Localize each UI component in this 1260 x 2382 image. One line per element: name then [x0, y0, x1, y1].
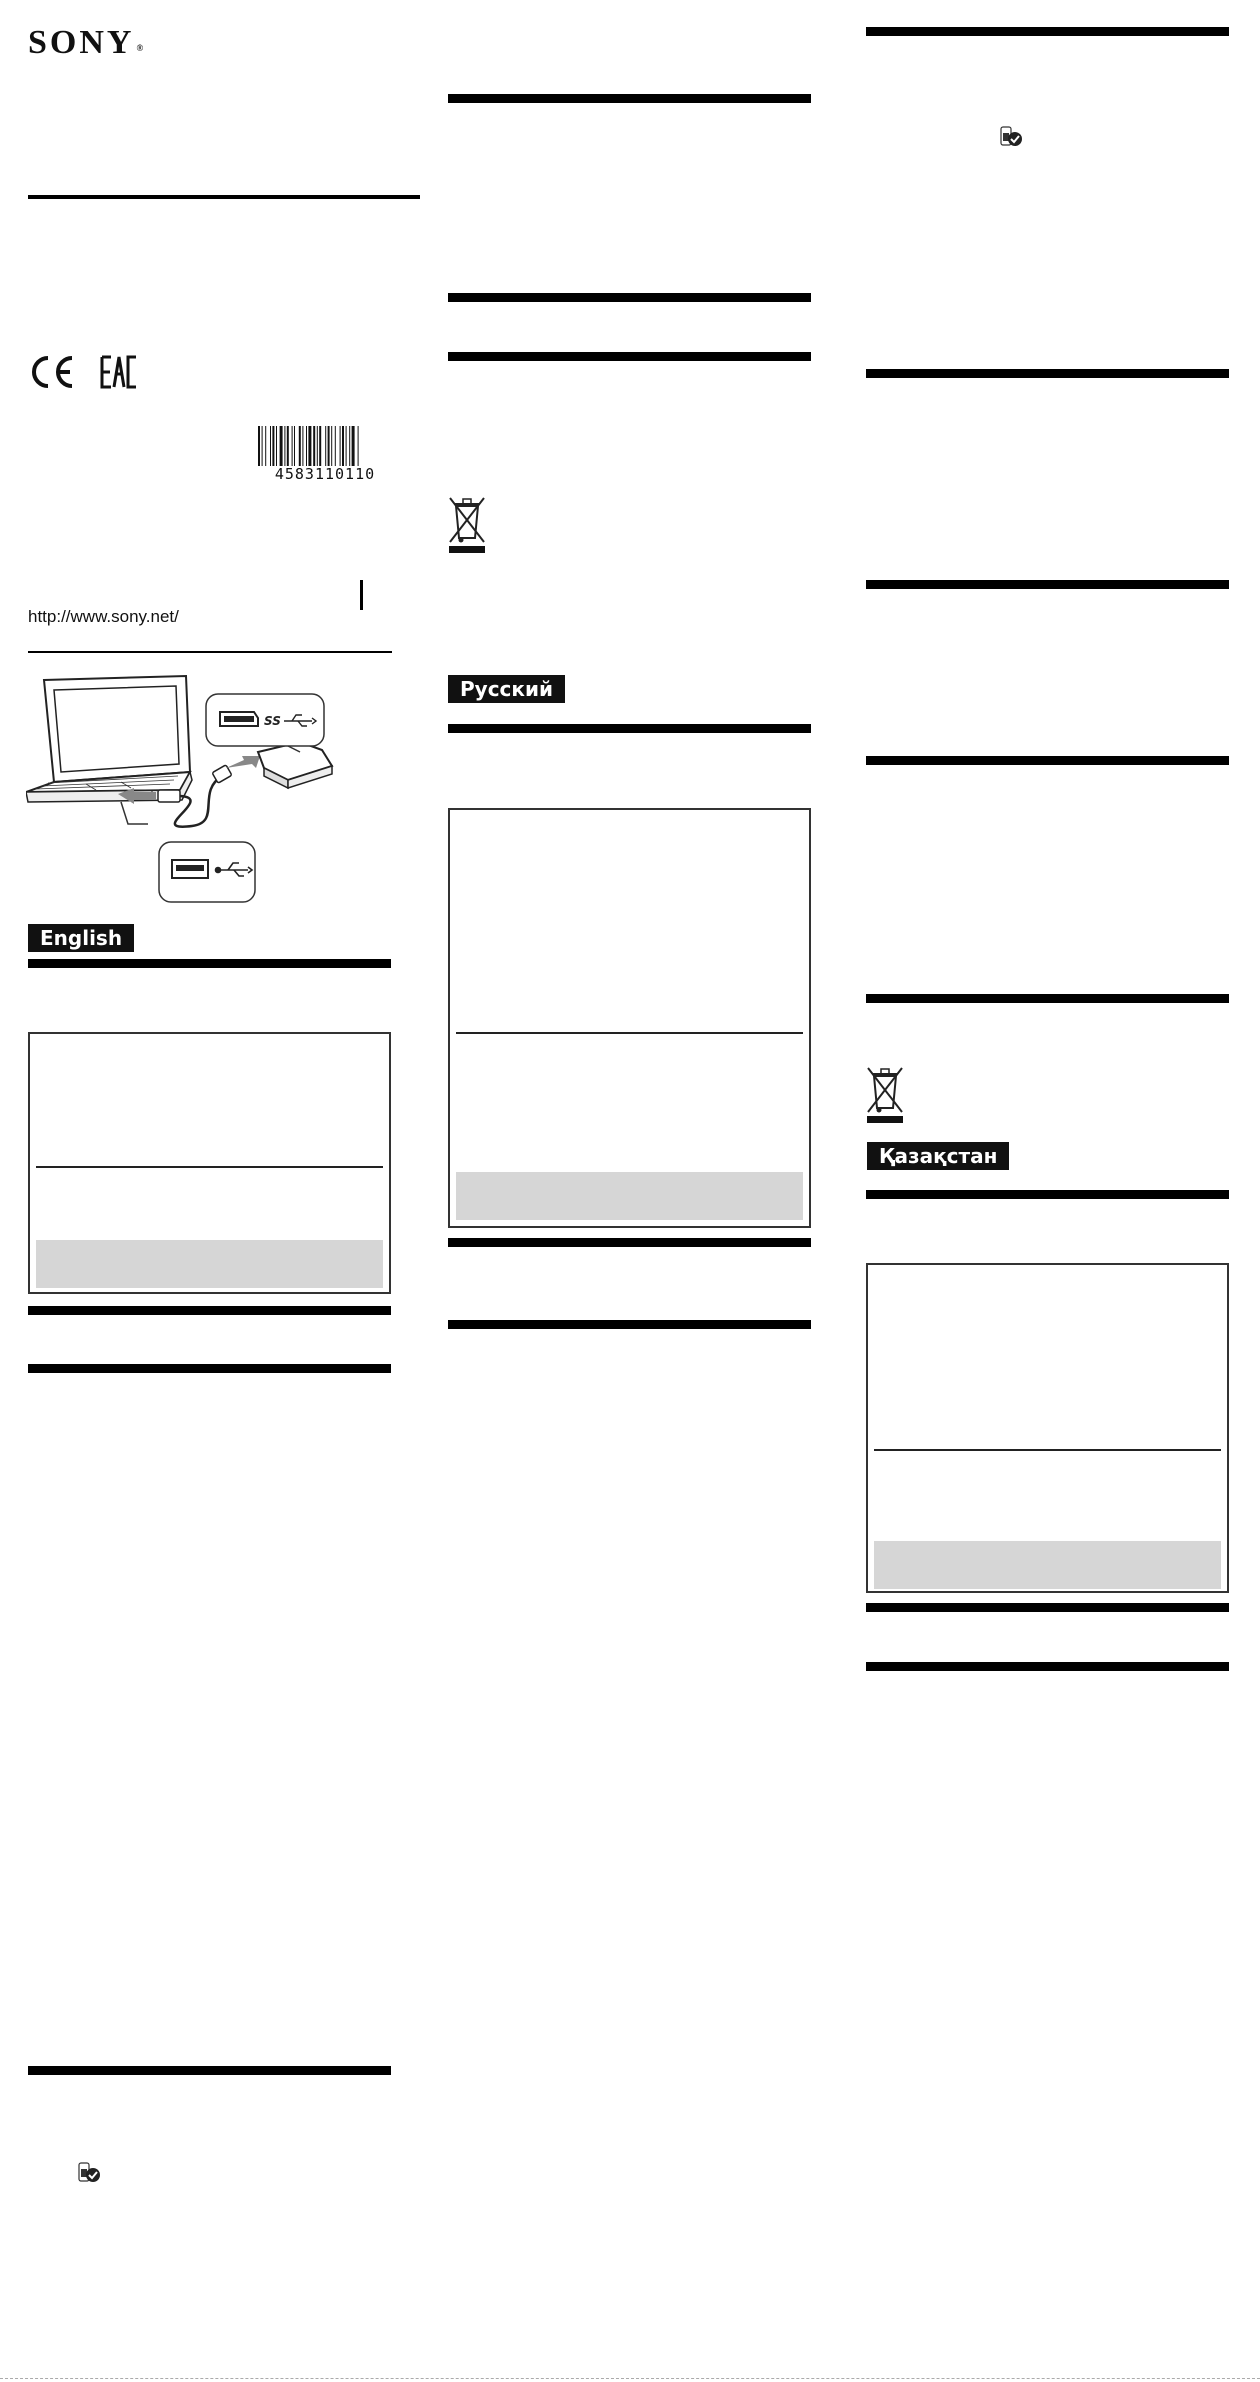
russian-notice-box	[448, 808, 811, 1228]
barcode-bar	[284, 426, 285, 466]
barcode-bar	[340, 426, 341, 466]
russian-heading-rule-3	[448, 1320, 811, 1329]
barcode-bar	[270, 426, 271, 466]
title-rule	[28, 195, 420, 199]
barcode-bar	[292, 426, 293, 466]
kazakh-heading-rule-3	[866, 1662, 1229, 1671]
col3-heading-rule-4	[866, 756, 1229, 765]
kazakh-notice-divider	[874, 1449, 1221, 1451]
english-notice-box	[28, 1032, 391, 1294]
barcode-bar	[272, 426, 274, 466]
barcode-number: 4583110110	[274, 465, 376, 483]
col3-heading-rule-2	[866, 369, 1229, 378]
barcode-bar	[287, 426, 289, 466]
barcode-bar	[352, 426, 355, 466]
barcode-bar	[319, 426, 321, 466]
col2-heading-rule-1	[448, 94, 811, 103]
english-heading-rule-1	[28, 959, 391, 968]
barcode-bar	[280, 426, 283, 466]
english-language-tag: English	[28, 924, 134, 952]
weee-bin-icon	[448, 494, 486, 554]
kazakh-notice-box	[866, 1263, 1229, 1593]
barcode-bar	[349, 426, 350, 466]
barcode-bar	[306, 426, 307, 466]
url-rule	[28, 651, 392, 653]
ce-mark-icon	[28, 354, 76, 390]
brand-text: SONY	[28, 24, 135, 61]
barcode-bar	[276, 426, 277, 466]
barcode-bar	[335, 426, 336, 466]
weee-bin-icon	[866, 1064, 904, 1124]
security-app-icon	[1000, 126, 1024, 148]
barcode-bar	[328, 426, 330, 466]
barcode-bar	[342, 426, 344, 466]
connection-illustration	[26, 672, 406, 908]
kazakh-notice-grey-panel	[874, 1541, 1221, 1589]
barcode-bar	[302, 426, 303, 466]
barcode-bar	[313, 426, 315, 466]
trademark-mark: ®	[136, 43, 144, 53]
col2-heading-rule-2	[448, 293, 811, 302]
barcode-bar	[308, 426, 311, 466]
english-heading-rule-2	[28, 1306, 391, 1315]
english-notice-divider	[36, 1166, 383, 1168]
barcode-bar	[262, 426, 263, 466]
small-marker-bar	[360, 580, 363, 610]
barcode	[258, 426, 392, 466]
col2-heading-rule-3	[448, 352, 811, 361]
svg-text:SS: SS	[264, 714, 281, 728]
col3-heading-rule-3	[866, 580, 1229, 589]
barcode-bar	[258, 426, 260, 466]
russian-heading-rule-2	[448, 1238, 811, 1247]
barcode-bar	[331, 426, 332, 466]
barcode-bar	[325, 426, 326, 466]
barcode-bar	[358, 426, 359, 466]
security-app-icon	[78, 2162, 102, 2184]
barcode-bar	[299, 426, 301, 466]
kazakh-language-tag: Қазақстан	[867, 1142, 1009, 1170]
barcode-bar	[294, 426, 295, 466]
sony-url[interactable]: http://www.sony.net/	[28, 607, 179, 626]
english-notice-grey-panel	[36, 1240, 383, 1288]
kazakh-heading-rule-1	[866, 1190, 1229, 1199]
sony-logo	[28, 24, 143, 62]
russian-notice-divider	[456, 1032, 803, 1034]
trim-line	[0, 2378, 1260, 2379]
russian-heading-rule-1	[448, 724, 811, 733]
barcode-bar	[346, 426, 347, 466]
barcode-bar	[317, 426, 318, 466]
english-heading-rule-4	[28, 2066, 391, 2075]
english-heading-rule-3	[28, 1364, 391, 1373]
russian-language-tag: Русский	[448, 675, 565, 703]
russian-notice-grey-panel	[456, 1172, 803, 1220]
col3-heading-rule-1	[866, 27, 1229, 36]
barcode-bar	[265, 426, 266, 466]
eac-mark-icon	[100, 354, 138, 390]
col3-heading-rule-5	[866, 994, 1229, 1003]
kazakh-heading-rule-2	[866, 1603, 1229, 1612]
